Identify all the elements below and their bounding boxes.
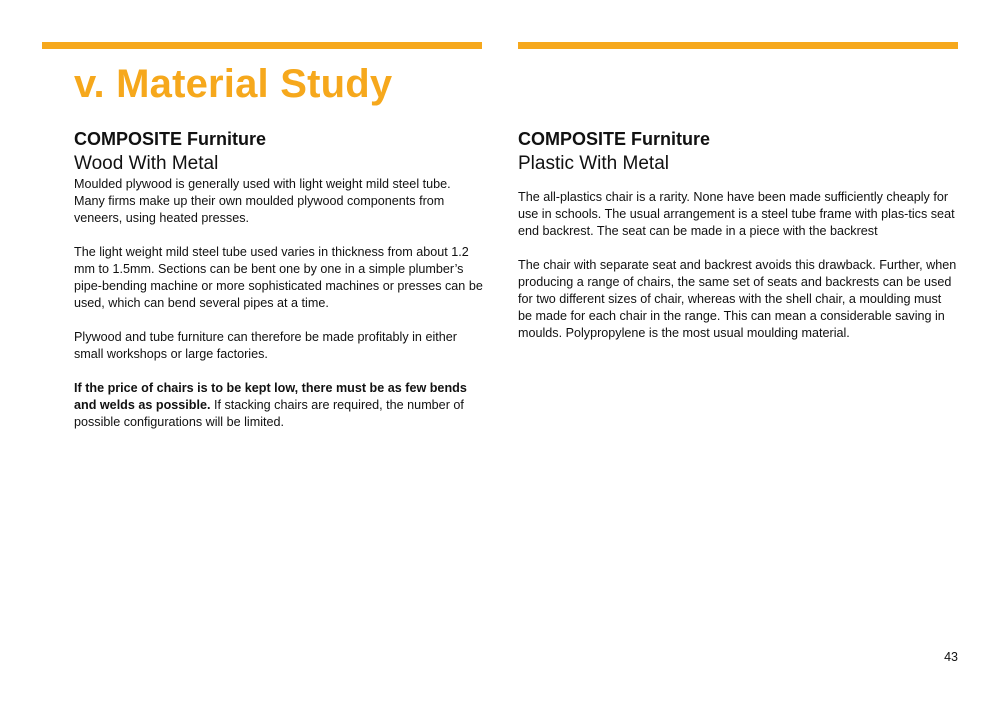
emphasis-text: If the price of chairs is to be kept low, there must be as few bends and welds as possible. — [74, 381, 467, 412]
left-paragraph: Moulded plywood is generally used with light weight mild steel tube. Many firms make up their own moulded plywood components from veneers, using heated presses. — [74, 177, 451, 225]
right-section-subheading: Plastic With Metal — [518, 153, 669, 174]
right-column — [518, 128, 958, 359]
right-body-text — [518, 189, 958, 342]
left-section-heading: COMPOSITE Furniture — [74, 129, 267, 149]
right-paragraph: The chair with separate seat and backrest avoids this drawback. Further, when producing a range of chairs, the same set of seats and backrests can be used for two different sizes of chair, whereas with the shell chair, a moulding must be made for each chair in the range. This can mean a considerable saving in moulds. Polypropylene is the most usual moulding material. — [518, 258, 957, 340]
left-accent-rule — [42, 42, 482, 49]
emphasis-followup-text: If stacking chairs are required, the number of possible configurations will be limited. — [74, 398, 464, 429]
page-number: 43 — [944, 650, 958, 664]
left-paragraph: The light weight mild steel tube used varies in thickness from about 1.2 mm to 1.5mm. Sections can be bent one by one in a simple plumber’s pipe-bending machine or more sophisticated machines or presses can be used, which can bend several pipes at a time. — [74, 245, 483, 310]
right-section-heading: COMPOSITE Furniture — [518, 129, 711, 149]
left-section-subheading: Wood With Metal — [74, 153, 219, 174]
left-paragraph: Plywood and tube furniture can therefore be made profitably in either small workshops or large factories. — [74, 330, 457, 361]
page-title: v. Material Study — [74, 62, 393, 106]
left-body-text — [74, 176, 484, 431]
left-column — [74, 128, 484, 448]
left-paragraph-emphasis — [74, 380, 484, 431]
right-paragraph: The all-plastics chair is a rarity. None have been made sufficiently cheaply for use in schools. The usual arrangement is a steel tube frame with plas-tics seat end backrest. The seat can be made in a piece with the backrest — [518, 190, 955, 238]
right-accent-rule — [518, 42, 958, 49]
